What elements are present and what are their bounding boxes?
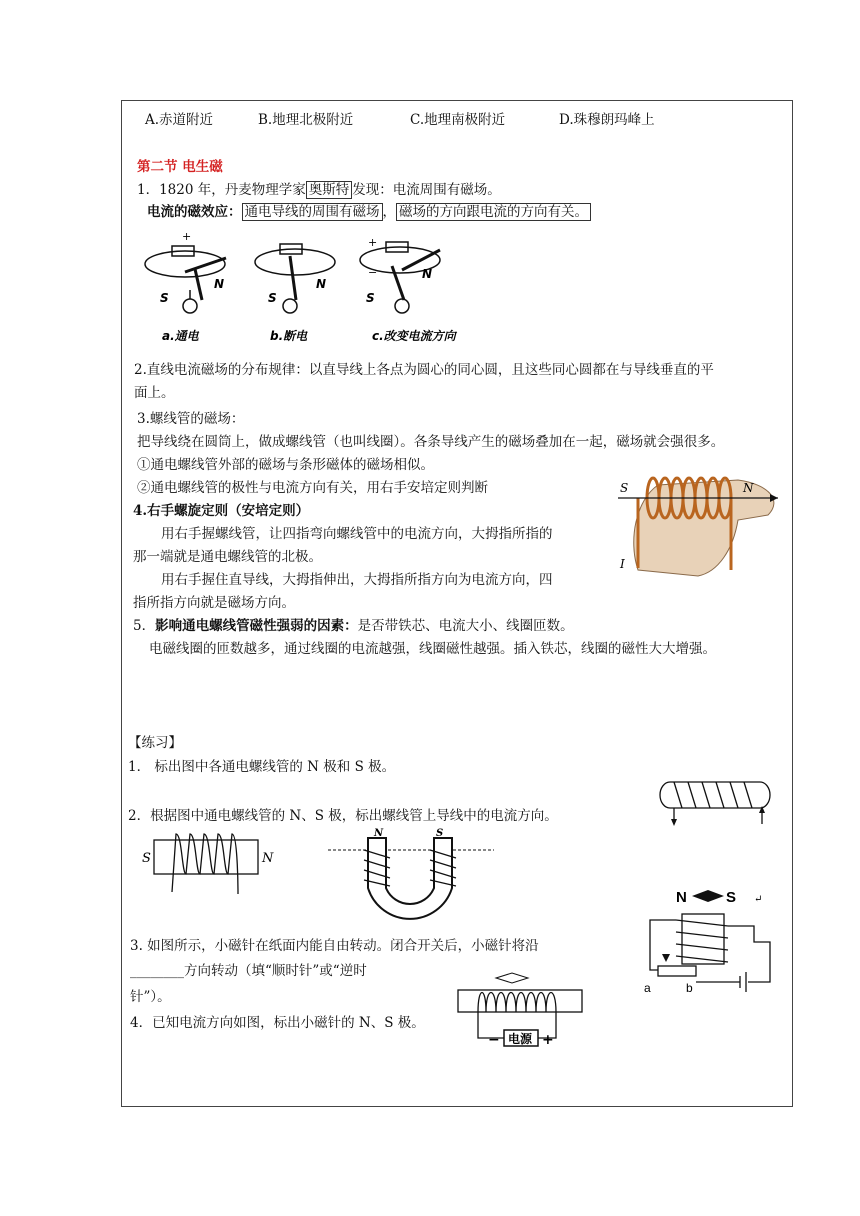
fig-c-plus: + <box>368 236 378 249</box>
q2-n-label: N <box>262 851 274 866</box>
fig-a-s: S <box>160 291 169 305</box>
hand-s: S <box>620 481 629 495</box>
p4-b2: 指所指方向就是磁场方向。 <box>133 595 295 611</box>
practice-q3a: 3. 如图所示，小磁针在纸面内能自由转动。闭合开关后，小磁针将沿 <box>130 938 539 954</box>
paragraph-1 <box>137 178 501 198</box>
option-b: B.地理北极附近 <box>258 112 354 128</box>
p4-b1: 用右手握住直导线，大拇指伸出，大拇指所指方向为电流方向，四 <box>161 572 553 588</box>
scientist-name: 奥斯特 <box>306 181 353 199</box>
p5-num: 5． <box>133 618 156 634</box>
q2-u-s: S <box>436 828 444 839</box>
q2-u-n: N <box>374 828 384 839</box>
p3-item2: ②通电螺线管的极性与电流方向有关，用右手安培定则判断 <box>137 480 488 496</box>
practice-q3c: 针”）。 <box>130 989 171 1005</box>
q2-s-label: S <box>142 851 151 866</box>
p5-line <box>133 614 574 634</box>
q4-solenoid-figure <box>456 972 586 1054</box>
caption-c: c.改变电流方向 <box>372 329 456 343</box>
option-d: D.珠穆朗玛峰上 <box>559 112 655 128</box>
p5-text: 是否带铁芯、电流大小、线圈匝数。 <box>357 618 574 634</box>
p5-body: 电磁线圈的匝数越多，通过线圈的电流越强，线圈磁性越强。插入铁芯，线圈的磁性大大增强。 <box>149 641 716 657</box>
fig-c-minus: − <box>368 266 378 279</box>
p3-body: 把导线绕在圆筒上，做成螺线管（也叫线圈）。各条导线产生的磁场叠加在一起，磁场就会强很多。 <box>137 434 725 450</box>
effect-box-1: 通电导线的周围有磁场 <box>242 203 383 221</box>
p3-title: 3.螺线管的磁场： <box>137 411 245 427</box>
option-c: C.地理南极附近 <box>410 112 506 128</box>
practice-title: 【练习】 <box>128 735 182 751</box>
effect-comma: ， <box>382 204 396 220</box>
hand-n: N <box>743 481 754 495</box>
q2-u-magnet-figure <box>322 828 502 932</box>
p4-title: 4.右手螺旋定则（安培定则） <box>133 503 310 519</box>
p2-line2: 面上。 <box>134 385 175 401</box>
p4-a2: 那一端就是通电螺线管的北极。 <box>133 549 322 565</box>
p1-post: 发现：电流周围有磁场。 <box>352 182 501 198</box>
p1-pre: 1．1820 年，丹麦物理学家 <box>137 182 306 198</box>
magnetic-effect <box>147 200 591 220</box>
fig-c-n: N <box>422 267 433 281</box>
hand-i: I <box>620 557 625 571</box>
q4-source: 电源 <box>508 1032 533 1046</box>
effect-label: 电流的磁效应： <box>147 204 242 220</box>
caption-b: b.断电 <box>270 329 308 343</box>
fig-b-s: S <box>268 291 277 305</box>
fig-c-s: S <box>366 291 375 305</box>
p3-item1: ①通电螺线管外部的磁场与条形磁体的磁场相似。 <box>137 457 434 473</box>
practice-q2: 2．根据图中通电螺线管的 N、S 极，标出螺线管上导线中的电流方向。 <box>128 808 558 824</box>
p2-line1: 2.直线电流磁场的分布规律：以直导线上各点为圆心的同心圆，且这些同心圆都在与导线垂直的平 <box>134 362 714 378</box>
option-a: A.赤道附近 <box>145 112 214 128</box>
fig-a-n: N <box>214 277 225 291</box>
q3-b: b <box>686 981 693 995</box>
p4-a1: 用右手握螺线管，让四指弯向螺线管中的电流方向，大拇指所指的 <box>161 526 553 542</box>
practice-q3b: ________方向转动（填“顺时针”或“逆时 <box>130 963 367 979</box>
q4-plus: + <box>542 1032 554 1048</box>
q3-n: N <box>676 889 687 906</box>
fig-b-n: N <box>316 277 327 291</box>
q1-solenoid-figure <box>652 776 782 830</box>
effect-box-2: 磁场的方向跟电流的方向有关。 <box>396 203 591 221</box>
p5-label: 影响通电螺线管磁性强弱的因素： <box>155 618 358 634</box>
caption-a: a.通电 <box>162 329 199 343</box>
q4-minus: − <box>488 1032 500 1048</box>
q3-s: S <box>726 889 737 906</box>
section-title: 第二节 电生磁 <box>137 159 223 175</box>
oersted-figure <box>140 228 470 348</box>
q3-return-glyph: ↵ <box>754 894 763 905</box>
q3-circuit-figure <box>636 880 784 1002</box>
right-hand-rule-figure <box>618 460 788 578</box>
q2-solenoid-figure <box>138 832 278 902</box>
q3-a: a <box>644 981 651 995</box>
practice-q4: 4．已知电流方向如图，标出小磁针的 N、S 极。 <box>130 1015 425 1031</box>
practice-q1: 1． 标出图中各通电螺线管的 N 极和 S 极。 <box>128 759 396 775</box>
fig-a-plus: + <box>182 230 192 243</box>
